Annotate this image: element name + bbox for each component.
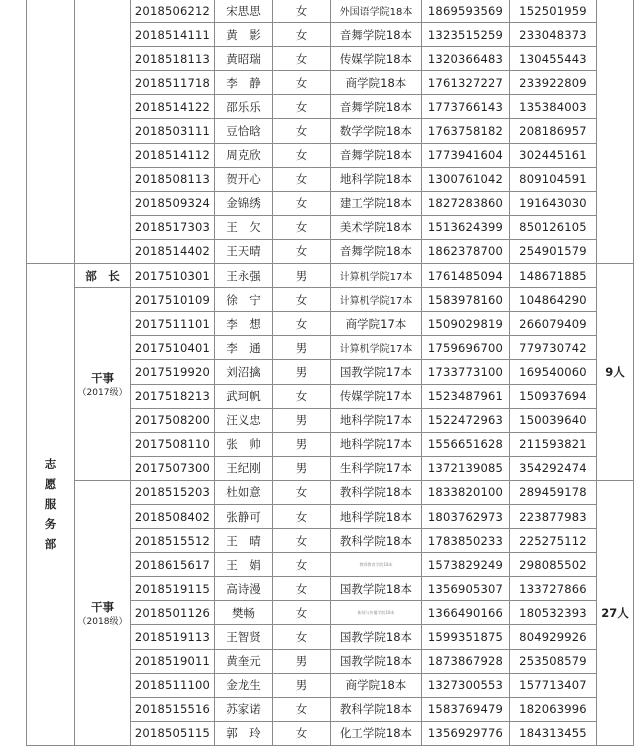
student-gender: 女 (273, 312, 331, 336)
student-gender: 女 (273, 71, 331, 95)
student-short-number: 169540060 (510, 360, 597, 384)
student-short-number: 182063996 (510, 697, 597, 721)
student-phone: 1833820100 (422, 480, 510, 504)
student-phone: 1372139085 (422, 456, 510, 480)
roster-table (26, 0, 634, 746)
prev-count-cell (597, 0, 634, 264)
student-college: 国教学院17本 (331, 360, 422, 384)
student-phone: 1763758182 (422, 119, 510, 143)
role-staff-2017 (75, 288, 131, 481)
student-college: 地科学院18本 (331, 504, 422, 528)
student-name: 贺开心 (215, 167, 273, 191)
student-id: 2018514111 (131, 23, 215, 47)
table-row (27, 480, 634, 504)
student-name: 王天晴 (215, 239, 273, 263)
student-id: 2018519011 (131, 649, 215, 673)
student-college: 音舞学院18本 (331, 143, 422, 167)
student-name: 张 帅 (215, 432, 273, 456)
student-gender: 男 (273, 456, 331, 480)
student-id: 2018509324 (131, 191, 215, 215)
student-id: 2017518213 (131, 384, 215, 408)
student-phone: 1583769479 (422, 697, 510, 721)
student-phone: 1873867928 (422, 649, 510, 673)
student-gender: 女 (273, 529, 331, 553)
student-college: 商学院18本 (331, 673, 422, 697)
student-short-number: 809104591 (510, 167, 597, 191)
student-college: 教师教育学院18本 (331, 553, 422, 577)
student-phone: 1773766143 (422, 95, 510, 119)
student-name: 王 娟 (215, 553, 273, 577)
student-gender: 男 (273, 264, 331, 288)
student-phone: 1761485094 (422, 264, 510, 288)
student-college: 教科学院18本 (331, 697, 422, 721)
student-name: 武珂帆 (215, 384, 273, 408)
student-college: 美术学院18本 (331, 215, 422, 239)
student-name: 黄昭瑞 (215, 47, 273, 71)
student-short-number: 150039640 (510, 408, 597, 432)
student-phone: 1759696700 (422, 336, 510, 360)
student-id: 2018518113 (131, 47, 215, 71)
student-short-number: 152501959 (510, 0, 597, 23)
student-college: 计算机学院17本 (331, 264, 422, 288)
student-phone: 1509029819 (422, 312, 510, 336)
student-id: 2018511718 (131, 71, 215, 95)
student-id: 2018519115 (131, 577, 215, 601)
student-id: 2018515516 (131, 697, 215, 721)
student-gender: 女 (273, 191, 331, 215)
student-college: 国教学院18本 (331, 577, 422, 601)
student-short-number: 233048373 (510, 23, 597, 47)
student-short-number: 157713407 (510, 673, 597, 697)
student-name: 黄 影 (215, 23, 273, 47)
student-college: 新闻与传播学院18本 (331, 601, 422, 625)
student-phone: 1827283860 (422, 191, 510, 215)
student-short-number: 184313455 (510, 721, 597, 745)
grade-label: （2018级） (77, 616, 128, 627)
role-label: 干事 (91, 371, 114, 385)
role-label: 干事 (91, 599, 114, 614)
student-short-number: 266079409 (510, 312, 597, 336)
student-college: 计算机学院17本 (331, 288, 422, 312)
student-college: 生科学院17本 (331, 456, 422, 480)
count-2018: 27人 (597, 480, 634, 745)
student-gender: 女 (273, 288, 331, 312)
student-gender: 男 (273, 408, 331, 432)
role-staff-2018 (75, 480, 131, 745)
student-short-number: 253508579 (510, 649, 597, 673)
student-name: 宋思思 (215, 0, 273, 23)
student-college: 音舞学院18本 (331, 95, 422, 119)
student-gender: 男 (273, 673, 331, 697)
student-gender: 女 (273, 143, 331, 167)
student-phone: 1513624399 (422, 215, 510, 239)
student-id: 2018515512 (131, 529, 215, 553)
count-2017: 9人 (597, 264, 634, 481)
student-short-number: 254901579 (510, 239, 597, 263)
student-short-number: 302445161 (510, 143, 597, 167)
student-short-number: 135384003 (510, 95, 597, 119)
student-short-number: 233922809 (510, 71, 597, 95)
student-short-number: 150937694 (510, 384, 597, 408)
prev-dept-cell (27, 0, 75, 264)
student-phone: 1783850233 (422, 529, 510, 553)
student-id: 2018519113 (131, 625, 215, 649)
student-id: 2018501126 (131, 601, 215, 625)
student-phone: 1773941604 (422, 143, 510, 167)
student-name: 汪义忠 (215, 408, 273, 432)
student-college: 商学院18本 (331, 71, 422, 95)
student-gender: 女 (273, 553, 331, 577)
student-short-number: 130455443 (510, 47, 597, 71)
student-short-number: 223877983 (510, 504, 597, 528)
student-college: 地科学院17本 (331, 432, 422, 456)
student-phone: 1356929776 (422, 721, 510, 745)
student-name: 郭 玲 (215, 721, 273, 745)
student-short-number: 850126105 (510, 215, 597, 239)
grade-label: （2017级） (77, 388, 128, 398)
student-gender: 女 (273, 697, 331, 721)
student-gender: 女 (273, 47, 331, 71)
prev-role-cell (75, 0, 131, 264)
student-phone: 1522472963 (422, 408, 510, 432)
student-id: 2018511100 (131, 673, 215, 697)
student-phone: 1556651628 (422, 432, 510, 456)
student-name: 王 晴 (215, 529, 273, 553)
student-name: 周克欣 (215, 143, 273, 167)
student-name: 樊畅 (215, 601, 273, 625)
student-phone: 1803762973 (422, 504, 510, 528)
student-id: 2018514112 (131, 143, 215, 167)
role-minister: 部 长 (75, 264, 131, 288)
student-phone: 1599351875 (422, 625, 510, 649)
student-name: 王 欠 (215, 215, 273, 239)
student-phone: 1862378700 (422, 239, 510, 263)
student-gender: 女 (273, 23, 331, 47)
student-gender: 男 (273, 432, 331, 456)
student-name: 刘沼擒 (215, 360, 273, 384)
student-gender: 女 (273, 577, 331, 601)
student-college: 音舞学院18本 (331, 23, 422, 47)
student-gender: 女 (273, 119, 331, 143)
student-phone: 1327300553 (422, 673, 510, 697)
student-short-number: 225275112 (510, 529, 597, 553)
student-id: 2018517303 (131, 215, 215, 239)
student-short-number: 298085502 (510, 553, 597, 577)
student-id: 2017511101 (131, 312, 215, 336)
student-college: 地科学院18本 (331, 167, 422, 191)
student-gender: 男 (273, 336, 331, 360)
student-name: 邵乐乐 (215, 95, 273, 119)
student-gender: 女 (273, 601, 331, 625)
student-short-number: 208186957 (510, 119, 597, 143)
student-phone: 1733773100 (422, 360, 510, 384)
student-name: 王智贤 (215, 625, 273, 649)
student-name: 李 静 (215, 71, 273, 95)
student-id: 2018508402 (131, 504, 215, 528)
student-college: 地科学院17本 (331, 408, 422, 432)
student-gender: 男 (273, 649, 331, 673)
student-short-number: 289459178 (510, 480, 597, 504)
table-row (27, 264, 634, 288)
student-name: 李 通 (215, 336, 273, 360)
student-short-number: 180532393 (510, 601, 597, 625)
student-phone: 1300761042 (422, 167, 510, 191)
student-gender: 女 (273, 95, 331, 119)
department-name: 志 愿 服 务 部 (27, 264, 75, 746)
student-id: 2018514122 (131, 95, 215, 119)
student-id: 2018615617 (131, 553, 215, 577)
student-id: 2018505115 (131, 721, 215, 745)
student-id: 2017508200 (131, 408, 215, 432)
student-short-number: 133727866 (510, 577, 597, 601)
student-name: 杜如意 (215, 480, 273, 504)
student-phone: 1869593569 (422, 0, 510, 23)
student-college: 音舞学院18本 (331, 239, 422, 263)
student-gender: 女 (273, 384, 331, 408)
table-row (27, 0, 634, 23)
student-college: 教科学院18本 (331, 529, 422, 553)
student-short-number: 804929926 (510, 625, 597, 649)
student-name: 徐 宁 (215, 288, 273, 312)
student-phone: 1323515259 (422, 23, 510, 47)
student-gender: 男 (273, 360, 331, 384)
student-name: 金龙生 (215, 673, 273, 697)
student-id: 2018508113 (131, 167, 215, 191)
student-college: 教科学院18本 (331, 480, 422, 504)
student-gender: 女 (273, 0, 331, 23)
student-id: 2018506212 (131, 0, 215, 23)
student-short-number: 354292474 (510, 456, 597, 480)
student-short-number: 211593821 (510, 432, 597, 456)
student-name: 苏家诺 (215, 697, 273, 721)
student-name: 金锦绣 (215, 191, 273, 215)
student-short-number: 148671885 (510, 264, 597, 288)
student-gender: 女 (273, 480, 331, 504)
student-id: 2017510301 (131, 264, 215, 288)
student-college: 传媒学院18本 (331, 47, 422, 71)
student-college: 化工学院18本 (331, 721, 422, 745)
student-phone: 1583978160 (422, 288, 510, 312)
student-gender: 女 (273, 215, 331, 239)
student-college: 计算机学院17本 (331, 336, 422, 360)
student-gender: 女 (273, 504, 331, 528)
student-name: 王永强 (215, 264, 273, 288)
student-short-number: 191643030 (510, 191, 597, 215)
student-id: 2018515203 (131, 480, 215, 504)
student-phone: 1320366483 (422, 47, 510, 71)
student-gender: 女 (273, 239, 331, 263)
student-gender: 女 (273, 721, 331, 745)
student-gender: 女 (273, 167, 331, 191)
student-phone: 1761327227 (422, 71, 510, 95)
student-id: 2018514402 (131, 239, 215, 263)
student-id: 2017519920 (131, 360, 215, 384)
student-name: 王纪刚 (215, 456, 273, 480)
student-college: 外国语学院18本 (331, 0, 422, 23)
student-college: 商学院17本 (331, 312, 422, 336)
student-id: 2017510109 (131, 288, 215, 312)
student-name: 张静可 (215, 504, 273, 528)
student-name: 高诗漫 (215, 577, 273, 601)
student-short-number: 104864290 (510, 288, 597, 312)
student-phone: 1366490166 (422, 601, 510, 625)
student-short-number: 779730742 (510, 336, 597, 360)
student-id: 2017508110 (131, 432, 215, 456)
student-id: 2018503111 (131, 119, 215, 143)
student-college: 数学学院18本 (331, 119, 422, 143)
table-row (27, 288, 634, 312)
student-college: 传媒学院17本 (331, 384, 422, 408)
student-id: 2017510401 (131, 336, 215, 360)
student-college: 建工学院18本 (331, 191, 422, 215)
student-name: 黄奎元 (215, 649, 273, 673)
student-phone: 1573829249 (422, 553, 510, 577)
student-name: 豆恰晗 (215, 119, 273, 143)
student-name: 李 想 (215, 312, 273, 336)
student-phone: 1523487961 (422, 384, 510, 408)
student-college: 国教学院18本 (331, 625, 422, 649)
student-college: 国教学院18本 (331, 649, 422, 673)
student-phone: 1356905307 (422, 577, 510, 601)
student-id: 2017507300 (131, 456, 215, 480)
student-gender: 女 (273, 625, 331, 649)
